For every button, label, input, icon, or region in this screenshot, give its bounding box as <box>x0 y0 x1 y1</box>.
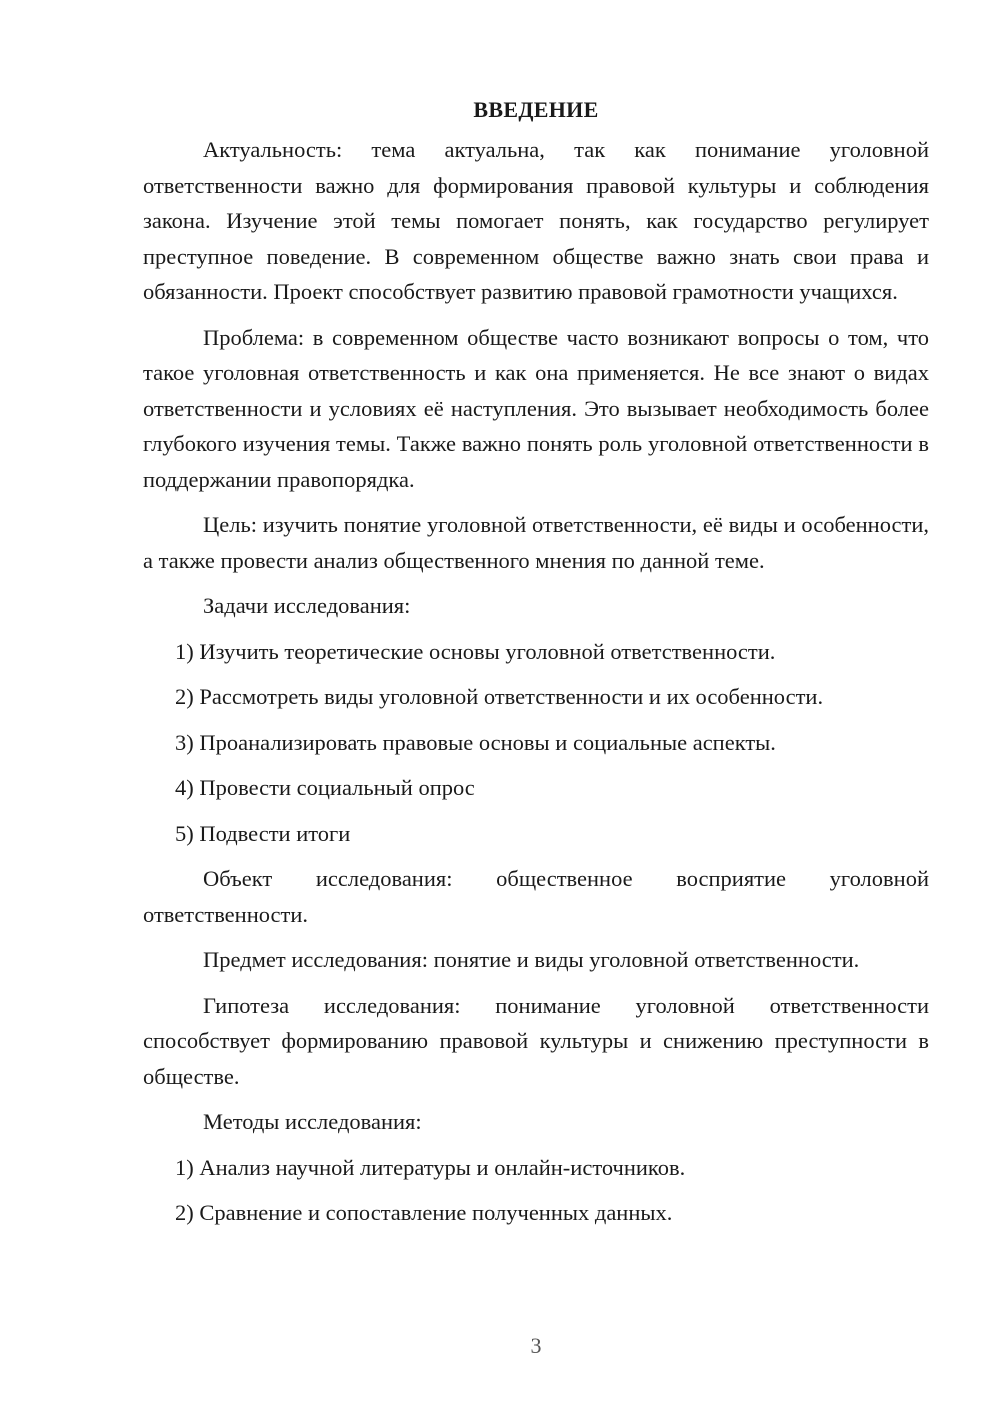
object-paragraph: Объект исследования: общественное восприятие уголовной ответственности. <box>143 866 929 927</box>
method-item: 2) Сравнение и сопоставление полученных данных. <box>175 1200 673 1225</box>
method-item: 1) Анализ научной литературы и онлайн-источников. <box>175 1154 686 1180</box>
hypothesis-paragraph: Гипотеза исследования: понимание уголовной ответственности способствует формированию правовой культуры и снижению преступности в обществе. <box>143 992 929 1089</box>
tasks-heading: Задачи исследования: <box>203 593 411 618</box>
actuality-paragraph: Актуальность: тема актуальна, так как понимание уголовной ответственности важно для формирования правовой культуры и соблюдения закона. Изучение этой темы помогает понять, как государство регулирует преступное поведение. В современном обществе важно знать свои права и обязанности. Проект способствует развитию правовой грамотности учащихся. <box>143 137 929 304</box>
task-item: 3) Проанализировать правовые основы и социальные аспекты. <box>175 729 776 755</box>
problem-paragraph: Проблема: в современном обществе часто возникают вопросы о том, что такое уголовная ответственность и как она применяется. Не все знают о видах ответственности и условиях её наступления. Это вызывает необходимость более глубокого изучения темы. Также важно понять роль уголовной ответственности в поддержании правопорядка. <box>143 324 929 492</box>
goal-paragraph: Цель: изучить понятие уголовной ответственности, её виды и особенности, а также провести анализ общественного мнения по данной теме. <box>143 512 929 573</box>
subject-paragraph: Предмет исследования: понятие и виды уголовной ответственности. <box>203 947 860 972</box>
task-item: 1) Изучить теоретические основы уголовной ответственности. <box>175 638 776 664</box>
page-title: ВВЕДЕНИЕ <box>473 97 599 122</box>
tasks-list <box>143 634 929 852</box>
page-number: 3 <box>530 1333 542 1358</box>
methods-list <box>143 1150 929 1231</box>
task-item: 2) Рассмотреть виды уголовной ответственности и их особенности. <box>175 684 824 709</box>
methods-heading: Методы исследования: <box>203 1109 422 1134</box>
task-item: 4) Провести социальный опрос <box>175 775 475 800</box>
page-content <box>143 92 929 1241</box>
task-item: 5) Подвести итоги <box>175 820 351 846</box>
